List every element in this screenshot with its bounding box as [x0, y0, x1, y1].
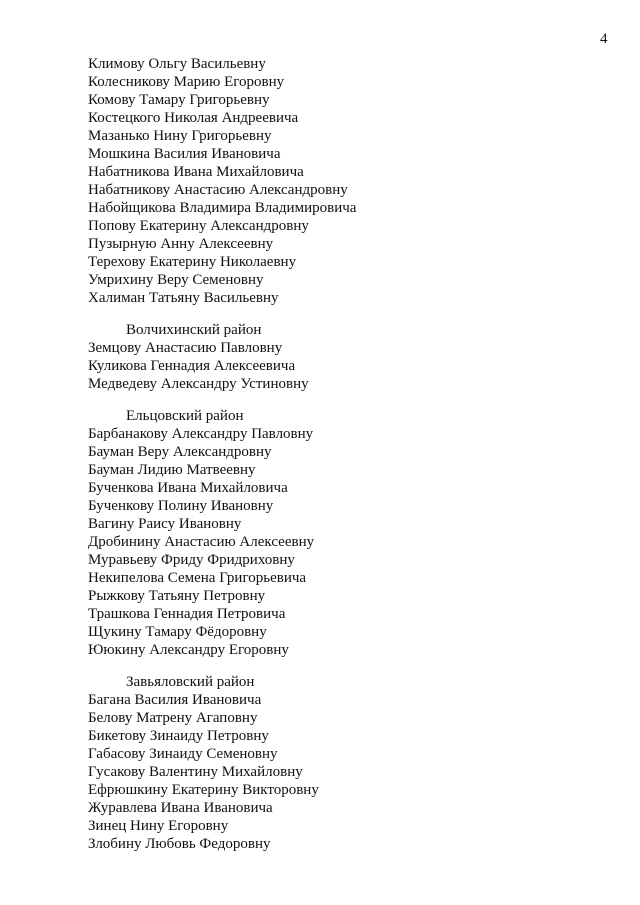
district-section [88, 407, 608, 659]
name-entry: Земцову Анастасию Павловну [88, 340, 283, 356]
name-entry: Злобину Любовь Федоровну [88, 836, 271, 852]
name-entry: Комову Тамару Григорьевну [88, 92, 270, 108]
name-entry: Бауман Веру Александровну [88, 444, 272, 460]
name-entry: Мошкина Василия Ивановича [88, 146, 281, 162]
name-entry: Белову Матрену Агаповну [88, 710, 258, 726]
name-entry: Некипелова Семена Григорьевича [88, 570, 307, 586]
name-entry: Дробинину Анастасию Алексеевну [88, 534, 315, 550]
page-number: 4 [600, 31, 608, 47]
name-entry: Умрихину Веру Семеновну [88, 272, 264, 288]
name-entry: Терехову Екатерину Николаевну [88, 254, 297, 270]
name-entry: Журавлева Ивана Ивановича [88, 800, 273, 816]
name-entry: Рыжкову Татьяну Петровну [88, 588, 266, 604]
name-entry: Попову Екатерину Александровну [88, 218, 309, 234]
name-entry: Вагину Раису Ивановну [88, 516, 242, 532]
name-entry: Бикетову Зинаиду Петровну [88, 728, 269, 744]
name-entry: Муравьеву Фриду Фридриховну [88, 552, 295, 568]
name-entry: Колесникову Марию Егоровну [88, 74, 285, 90]
name-entry: Зинец Нину Егоровну [88, 818, 229, 834]
name-entry: Барбанакову Александру Павловну [88, 426, 314, 442]
name-entry: Трашкова Геннадия Петровича [88, 606, 286, 622]
name-entry: Гусакову Валентину Михайловну [88, 764, 303, 780]
district-sections [88, 321, 608, 853]
document-body [88, 55, 608, 853]
name-entry: Щукину Тамару Фёдоровну [88, 624, 267, 640]
name-entry: Климову Ольгу Васильевну [88, 56, 266, 72]
district-title: Волчихинский район [126, 322, 262, 338]
name-entry: Бученкову Полину Ивановну [88, 498, 274, 514]
name-entry: Набойщикова Владимира Владимировича [88, 200, 357, 216]
district-section [88, 673, 608, 853]
name-entry: Ююкину Александру Егоровну [88, 642, 289, 658]
name-entry: Набатникову Анастасию Александровну [88, 182, 348, 198]
name-entry: Мазанько Нину Григорьевну [88, 128, 272, 144]
name-entry: Халиман Татьяну Васильевну [88, 290, 279, 306]
intro-name-list [88, 55, 608, 307]
name-entry: Бученкова Ивана Михайловича [88, 480, 288, 496]
name-entry: Багана Василия Ивановича [88, 692, 262, 708]
name-entry: Куликова Геннадия Алексеевича [88, 358, 296, 374]
name-entry: Медведеву Александру Устиновну [88, 376, 309, 392]
name-entry: Набатникова Ивана Михайловича [88, 164, 304, 180]
name-entry: Габасову Зинаиду Семеновну [88, 746, 278, 762]
district-title: Завьяловский район [126, 674, 255, 690]
name-entry: Пузырную Анну Алексеевну [88, 236, 274, 252]
name-entry: Бауман Лидию Матвеевну [88, 462, 256, 478]
district-title: Ельцовский район [126, 408, 244, 424]
name-entry: Костецкого Николая Андреевича [88, 110, 299, 126]
name-entry: Ефрюшкину Екатерину Викторовну [88, 782, 319, 798]
district-section [88, 321, 608, 393]
